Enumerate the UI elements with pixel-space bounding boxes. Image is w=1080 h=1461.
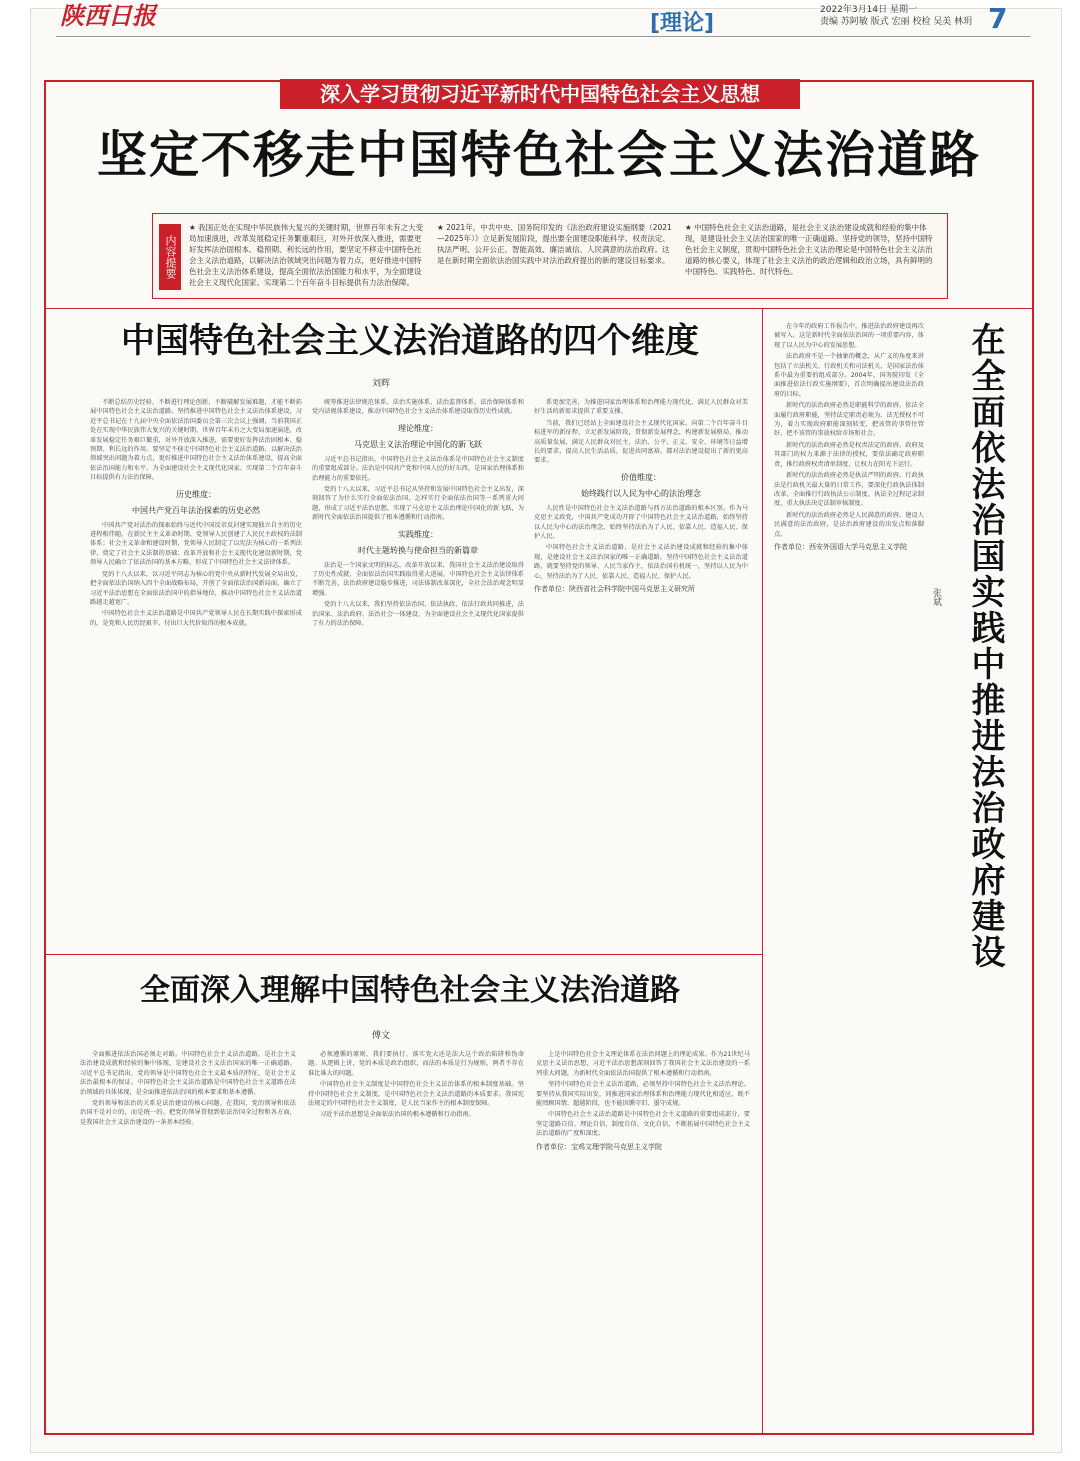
paragraph: 新时代的法治政府必然是人民满意的政府。建设人民满意的法治政府，是法治政府建设的出发点和落脚点。 [774,511,924,538]
paragraph: 党的十八大以来，我们坚持依法治国、依法执政、依法行政共同推进，法治国家、法治政府、法治社会一体建设，为全面建设社会主义现代化国家提供了有力的法治保障。 [312,601,524,628]
subheading: 实践维度： [398,529,438,539]
paragraph: 中国特色社会主义法治道路，是社会主义法治建设成就和经验的集中体现，是建设社会主义法治国家的唯一正确道路。坚持中国特色社会主义法治道路，就要坚持党的领导、人民当家作主、依法治国有机统一，坚持以人民为中心，坚持法治为了人民、依靠人民、造福人民、保护人民。 [534,544,748,580]
article-1-byline: 刘辉 [372,379,391,389]
paragraph: 全面推进依法治国必须走对路。中国特色社会主义法治道路，是社会主义法治建设成就和经验的集中体现，是建设社会主义法治国家的唯一正确道路。习近平总书记指出，党的领导是中国特色社会主义最本质的特征，是社会主义法治最根本的保证。中国特色社会主义法治道路是中国特色社会主义道路在法治领域的具体体现，是全面推进依法治国的根本要求和基本遵循。 [80,1051,296,1096]
article-3-col [774,322,924,1430]
masthead-logo: 陕西日报 [60,1,156,30]
paragraph: 习近平总书记指出，中国特色社会主义法治体系是中国特色社会主义制度的重要组成部分。法治是中国共产党和中国人民的好东西，是国家治理体系和治理能力的重要依托。 [312,455,524,482]
paragraph: 坚持中国特色社会主义法治道路，必须坚持中国特色社会主义法治理论。要坚持从我国实际出发，同推进国家治理体系和治理能力现代化相适应，既不能罔顾国情、超越阶段，也不能因循守旧、墨守成规。 [536,1081,750,1108]
article-2-author: 作者单位：宝鸡文理学院马克思主义学院 [536,1142,662,1151]
article-2-byline: 傅文 [372,1031,391,1041]
page-headline: 坚定不移走中国特色社会主义法治道路 [97,126,981,184]
paragraph: 在今年的政府工作报告中，推进法治政府建设再次被写入。这是新时代全面依法治国的一项重要内容，体现了以人民为中心的发展思想。 [774,323,924,349]
divider-right [762,308,763,1433]
subheading: 中国共产党百年法治探索的历史必然 [132,505,260,515]
header-rule [56,36,1030,37]
subheading: 始终践行以人民为中心的法治理念 [581,488,701,498]
paragraph: 新时代的法治政府必然是执法严明的政府。行政执法是行政机关最大量的日常工作，要深化行政执法体制改革，全面推行行政执法公示制度、执法全过程记录制度、重大执法决定法制审核制度。 [774,472,924,508]
article-1-col-2 [312,398,524,946]
paragraph: 习近平法治思想是全面依法治国的根本遵循和行动指南。 [320,1111,475,1119]
paragraph: 不断总结历史经验，不断进行理论创新，不断破解发展难题，才能不断拓展中国特色社会主义法治道路。坚持推进中国特色社会主义法治体系建设，习近平总书记在十九届中央全面依法治国委员会第三次会议上强调，当前我国正处在实现中华民族伟大复兴的关键时期，世界百年未有之大变局加速演进，改革发展稳定任务艰巨繁重，对外开放深入推进，需要更好发挥法治固根本、稳预期、利长远的作用。要坚定不移走中国特色社会主义法治道路，以解决法治领域突出问题为着力点，更好推进中国特色社会主义法治体系建设，提高全面依法治国能力和水平，为全面建设社会主义现代化国家、实现第二个百年奋斗目标提供有力法治保障。 [90,399,302,482]
subheading: 时代主题转换与使命担当的新篇章 [358,545,478,555]
paragraph: 新时代的法治政府必然是职能科学的政府。依法全面履行政府职能，坚持法定职责必须为、法无授权不可为，着力实现政府职能深刻转变，把该管的事管住管好，把不该管的事放权给市场和社会。 [774,402,924,438]
article-1-author: 作者单位：陕西省社会科学院中国马克思主义研究所 [534,585,695,594]
article-2-col-2 [308,1050,524,1430]
summary-col-1: ★ 我国正处在实现中华民族伟大复兴的关键时期，世界百年未有之大变局加速演进，改革发展稳定任务繁重艰巨，对外开放深入推进，需要更好发挥法治固根本、稳预期、利长远的作用，要坚定不移走中国特色社会主义法治道路，以解决法治领域突出问题为着力点，更好推进中国特色社会主义法治体系建设，提高全面依法治国能力和水平，为全面建设社会主义现代化国家、实现第二个百年奋斗目标提供有力法治保障。 [189,223,424,287]
editors-text: 责编 苏阿敏 版式 宏丽 校检 吴美 林玥 [820,17,973,27]
paragraph: 中国特色社会主义制度是中国特色社会主义法治体系的根本制度基础。坚持中国特色社会主义制度，是中国特色社会主义法治道路的本质要求。我国宪法规定的中国特色社会主义制度，是人民当家作主的根本制度保障。 [308,1081,524,1108]
paragraph: 统筹推进法律规范体系、法治实施体系、法治监督体系、法治保障体系和党内法规体系建设，推动中国特色社会主义法治体系建设取得历史性成就。 [312,399,524,416]
paragraph: 党的十八大以来，习近平总书记从坚持和发展中国特色社会主义出发，深刻回答了为什么实行全面依法治国、怎样实行全面依法治国等一系列重大问题，形成了习近平法治思想，实现了马克思主义法治理论中国化的新飞跃，为新时代全面依法治国提供了根本遵循和行动指南。 [312,486,524,522]
article-2-title: 全面深入理解中国特色社会主义法治道路 [140,973,680,1008]
date-text: 2022年3月14日 星期一 [820,5,917,15]
article-3-title: 在全面依法治国实践中推进法治政府建设 [965,322,1005,970]
paragraph: 人民性是中国特色社会主义法治道路与西方法治道路的根本区别。作为马克思主义政党，中国共产党成功开辟了中国特色社会主义法治道路，始终坚持以人民为中心的法治理念，始终坚持法治为了人民、依靠人民、造福人民、保护人民。 [534,504,748,541]
summary-box [152,213,948,299]
topic-banner: 深入学习贯彻习近平新时代中国特色社会主义思想 [280,79,800,109]
paragraph: 新时代的法治政府必然是权责法定的政府。政府及其部门的权力来源于法律的授权，要依法确定政府职责，推行政府权责清单制度，让权力在阳光下运行。 [774,441,924,468]
paragraph: 法治政府不是一个抽象的概念，从广义的角度来讲包括了立法机关、行政机关和司法机关，是国家法治体系中最为重要的组成部分。2004年，国务院印发《全面推进依法行政实施纲要》，首次明确提出建设法治政府的目标。 [774,353,924,398]
paragraph: 当前，我们已经站上全面建设社会主义现代化国家、向第二个百年奋斗目标进军的新征程，立足新发展阶段，贯彻新发展理念，构建新发展格局，推动高质量发展，满足人民群众对民主、法治、公平、正义、安全、环境等日益增长的要求，提高人民生活品质，促进共同富裕，都对法治建设提出了新的更高要求。 [534,419,748,465]
subheading: 历史维度： [176,489,216,499]
page-number: 7 [988,2,1008,35]
paragraph: 党的领导和法治的关系是法治建设的核心问题。在我国，党的领导和依法治国不是对立的，而是统一的。把党的领导贯彻到依法治国全过程和各方面，是我国社会主义法治建设的一条基本经验。 [80,1100,296,1126]
dateline [820,4,972,28]
article-1-title: 中国特色社会主义法治道路的四个维度 [121,321,699,361]
divider-top [44,308,1034,309]
paragraph: 法治是一个国家文明的标志。改革开放以来，我国社会主义法治建设取得了历史性成就，全面依法治国实践取得重大进展，中国特色社会主义法律体系不断完善，法治政府建设稳步推进，司法体制改革深化，全社会法治观念明显增强。 [312,561,524,597]
divider-middle [44,954,762,955]
subheading: 价值维度： [621,472,661,482]
section-label: [理论] [650,11,715,36]
summary-col-3: ★ 中国特色社会主义法治道路，是社会主义法治建设成就和经验的集中体现，是建设社会主义法治国家的唯一正确道路。坚持党的领导，坚持中国特色社会主义制度，贯彻中国特色社会主义法治理论是中国特色社会主义法治道路的核心要义，体现了社会主义法治的政治逻辑和政治立场，具有鲜明的中国特色、实践特色、时代特色。 [685,223,933,276]
paragraph: 上是中国特色社会主义理论体系在法治问题上的理论成果。作为21世纪马克思主义法治思想，习近平法治思想深刻回答了我国社会主义法治建设的一系列重大问题，为新时代全面依法治国提供了根本遵循和行动指南。 [536,1051,750,1077]
article-1-col-3 [534,398,748,946]
article-2-col-3 [536,1050,750,1430]
subheading: 理论维度： [398,423,438,433]
subheading: 马克思主义法治理论中国化的新飞跃 [354,439,482,449]
article-3-author: 作者单位：西安外国语大学马克思主义学院 [774,542,907,551]
paragraph: 中国特色社会主义法治道路是中国特色社会主义道路的重要组成部分，要坚定道路自信、理论自信、制度自信、文化自信，不断拓展中国特色社会主义法治道路的广度和深度。 [536,1111,750,1138]
paragraph: 中国共产党对法治的探索始终与近代中国反帝反封建实现独立自主的历史进程相伴随。在新民主主义革命时期，党领导人民创建了人民民主政权的法制体系；社会主义革命和建设时期，党领导人民制定了以宪法为核心的一系列法律，奠定了社会主义法制的基础；改革开放和社会主义现代化建设新时期，党领导人民确立了依法治国的基本方略，形成了中国特色社会主义法律体系。 [90,521,302,567]
article-3-byline: 张斌 [931,588,941,606]
paragraph: 党的十八大以来，以习近平同志为核心的党中央从新时代发展全局出发，把全面依法治国纳入四个全面战略布局，开创了全面依法治国新局面，确立了习近平法治思想在全面依法治国中的指导地位，推动中国特色社会主义法治道路越走越宽广。 [90,570,302,606]
article-1-col-1 [90,398,302,946]
paragraph: 系更加完善，为推进国家治理体系和治理能力现代化、满足人民群众对美好生活的新需求提供了重要支撑。 [534,399,748,416]
summary-col-2: ★ 2021年，中共中央、国务院印发的《法治政府建设实施纲要（2021—2025年）》立足新发展阶段，提出要全面建设职能科学、权责法定、执法严明、公开公正、智能高效、廉洁诚信、人民满意的法治政府。这是在新时期全面依法治国实践中对法治政府提出的新的建设目标要求。 [437,223,672,265]
article-2-col-1 [80,1050,296,1430]
paragraph: 中国特色社会主义法治道路是中国共产党领导人民在长期实践中探索形成的，是党和人民历经艰辛、付出巨大代价取得的根本成就。 [90,610,302,627]
summary-tag: 内容提要 [159,224,181,290]
paragraph: 必须遵循的原则，我们要执行、落实党大还是法大这个政治陷阱和伪命题。从逻辑上讲，党的本质是政治组织，而法的本质是行为规则，两者不存在谁比谁大的问题。 [308,1051,524,1077]
